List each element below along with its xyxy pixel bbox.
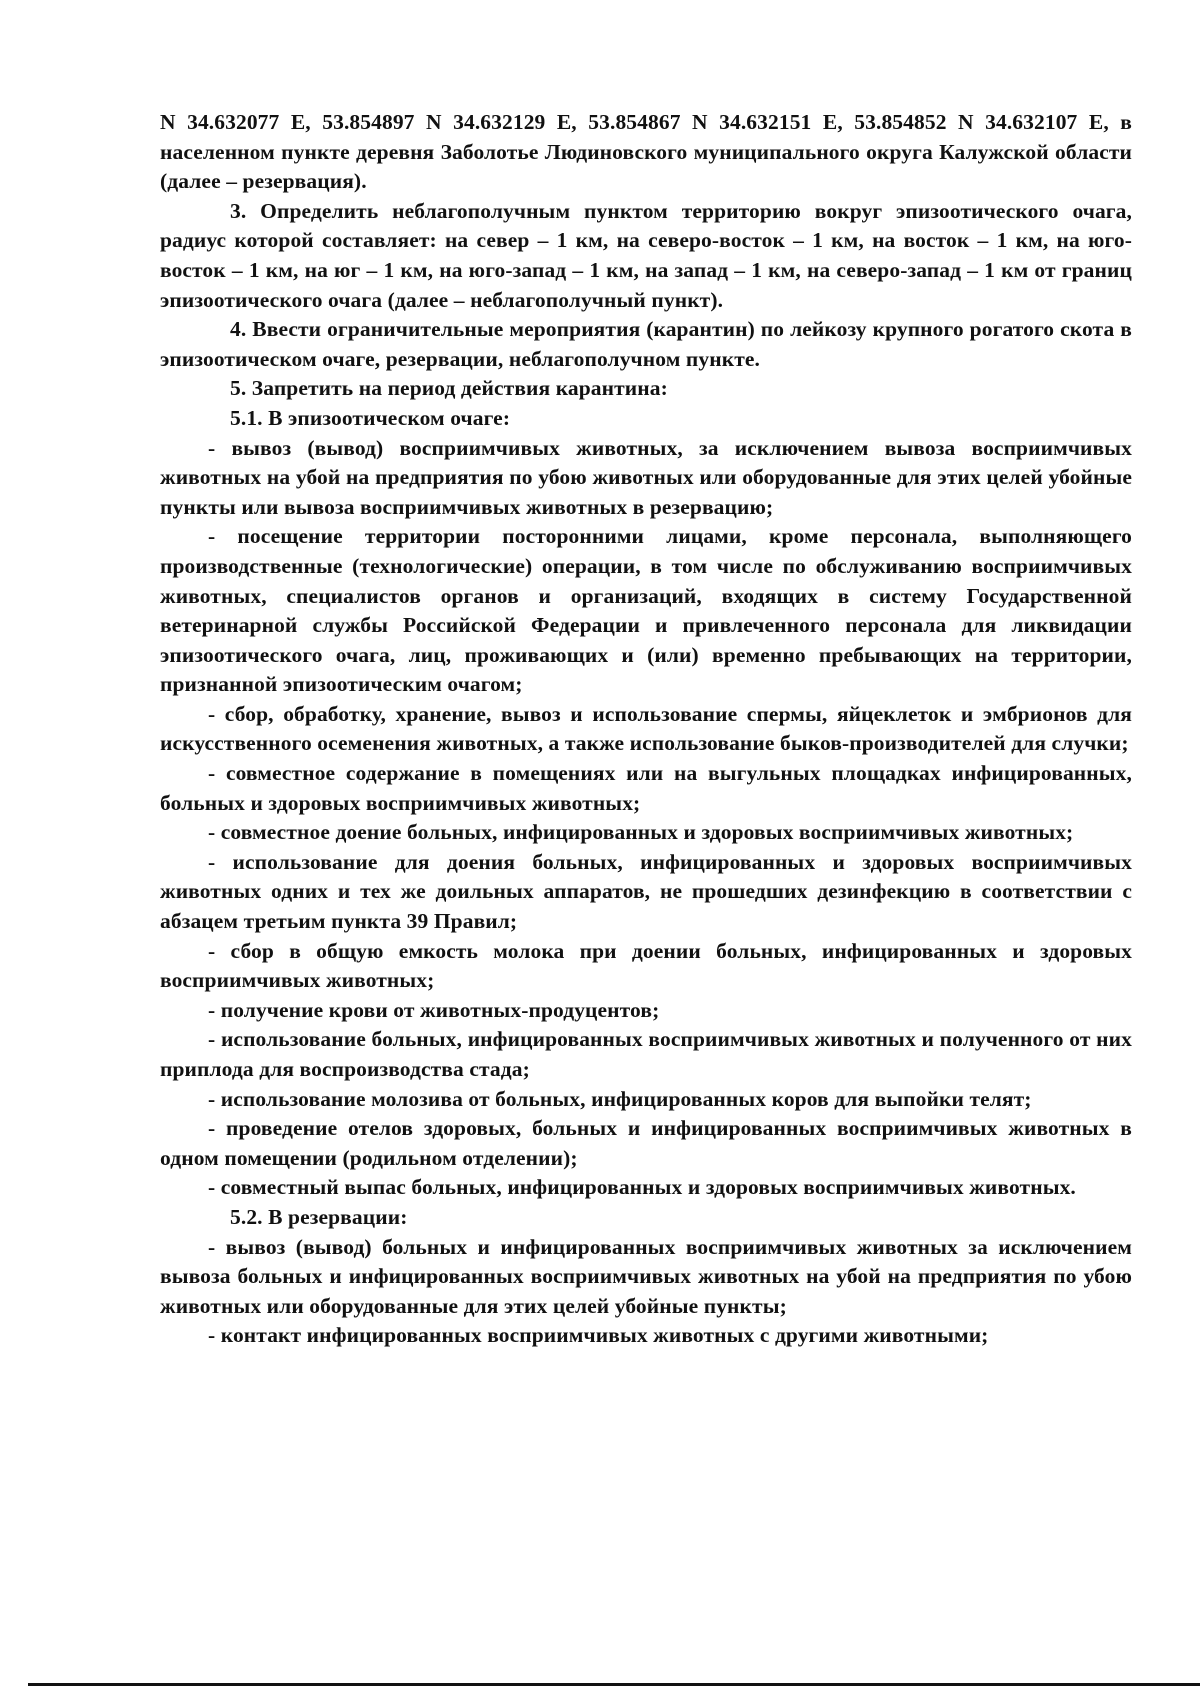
list-item: - проведение отелов здоровых, больных и инфицированных восприимчивых животных в одном помещении (родильном отделении); (160, 1116, 1132, 1170)
list-item: - получение крови от животных-продуцентов; (208, 997, 660, 1022)
list-item: - совместное доение больных, инфицированных и здоровых восприимчивых животных; (208, 820, 1074, 845)
list-item: - вывоз (вывод) больных и инфицированных восприимчивых животных за исключением вывоза больных и инфицированных восприимчивых животных на убой на предприятия по убою животных или оборудованные для этих целей убойные пункты; (160, 1234, 1132, 1318)
list-item: - использование больных, инфицированных восприимчивых животных и полученного от них приплода для воспроизводства стада; (160, 1027, 1132, 1081)
list-item: - использование молозива от больных, инфицированных коров для выпойки телят; (208, 1086, 1032, 1111)
list-item: - сбор в общую емкость молока при доении больных, инфицированных и здоровых восприимчивых животных; (160, 938, 1132, 993)
list-item: - посещение территории посторонними лицами, кроме персонала, выполняющего производственные (технологические) операции, в том числе по обслуживанию восприимчивых животных, специалистов органов и организаций, входящих в систему Государственной ветеринарной службы Российской Федерации и привлеченного персонала для ликвидации эпизоотического очага, лиц, проживающих и (или) временно пребывающих на территории, признанной эпизоотическим очагом; (160, 524, 1132, 697)
list-item: - совместный выпас больных, инфицированных и здоровых восприимчивых животных. (208, 1175, 1076, 1200)
list-item: - сбор, обработку, хранение, вывоз и использование спермы, яйцеклеток и эмбрионов для искусственного осеменения животных, а также использование быков-производителей для случки; (160, 701, 1132, 756)
page-bottom-divider (28, 1683, 1200, 1686)
document-body (160, 108, 1132, 1351)
paragraph-coordinates: N 34.632077 E, 53.854897 N 34.632129 E, 53.854867 N 34.632151 E, 53.854852 N 34.632107 E, в населенном пункте деревня Заболотье Людиновского муниципального округа Калужской области (далее – резервация). (160, 110, 1132, 194)
list-item: - вывоз (вывод) восприимчивых животных, за исключением вывоза восприимчивых животных на убой на предприятия по убою животных или оборудованные для этих целей убойные пункты или вывоза восприимчивых животных в резервацию; (160, 435, 1132, 519)
paragraph-item-3: 3. Определить неблагополучным пунктом территорию вокруг эпизоотического очага, радиус которой составляет: на север – 1 км, на северо-восток – 1 км, на восток – 1 км, на юго-восток – 1 км, на юг – 1 км, на юго-запад – 1 км, на запад – 1 км, на северо-запад – 1 км от границ эпизоотического очага (далее – неблагополучный пункт). (160, 198, 1132, 312)
paragraph-item-4: 4. Ввести ограничительные мероприятия (карантин) по лейкозу крупного рогатого скота в эпизоотическом очаге, резервации, неблагополучном пункте. (160, 317, 1132, 371)
list-item: - использование для доения больных, инфицированных и здоровых восприимчивых животных одних и тех же доильных аппаратов, не прошедших дезинфекцию в соответствии с абзацем третьим пункта 39 Правил; (160, 849, 1132, 934)
paragraph-item-5: 5. Запретить на период действия карантина: (230, 376, 668, 401)
list-item: - совместное содержание в помещениях или на выгульных площадках инфицированных, больных и здоровых восприимчивых животных; (160, 761, 1132, 815)
list-item: - контакт инфицированных восприимчивых животных с другими животными; (208, 1323, 989, 1348)
paragraph-item-5-2: 5.2. В резервации: (230, 1204, 408, 1229)
paragraph-item-5-1: 5.1. В эпизоотическом очаге: (230, 405, 511, 430)
